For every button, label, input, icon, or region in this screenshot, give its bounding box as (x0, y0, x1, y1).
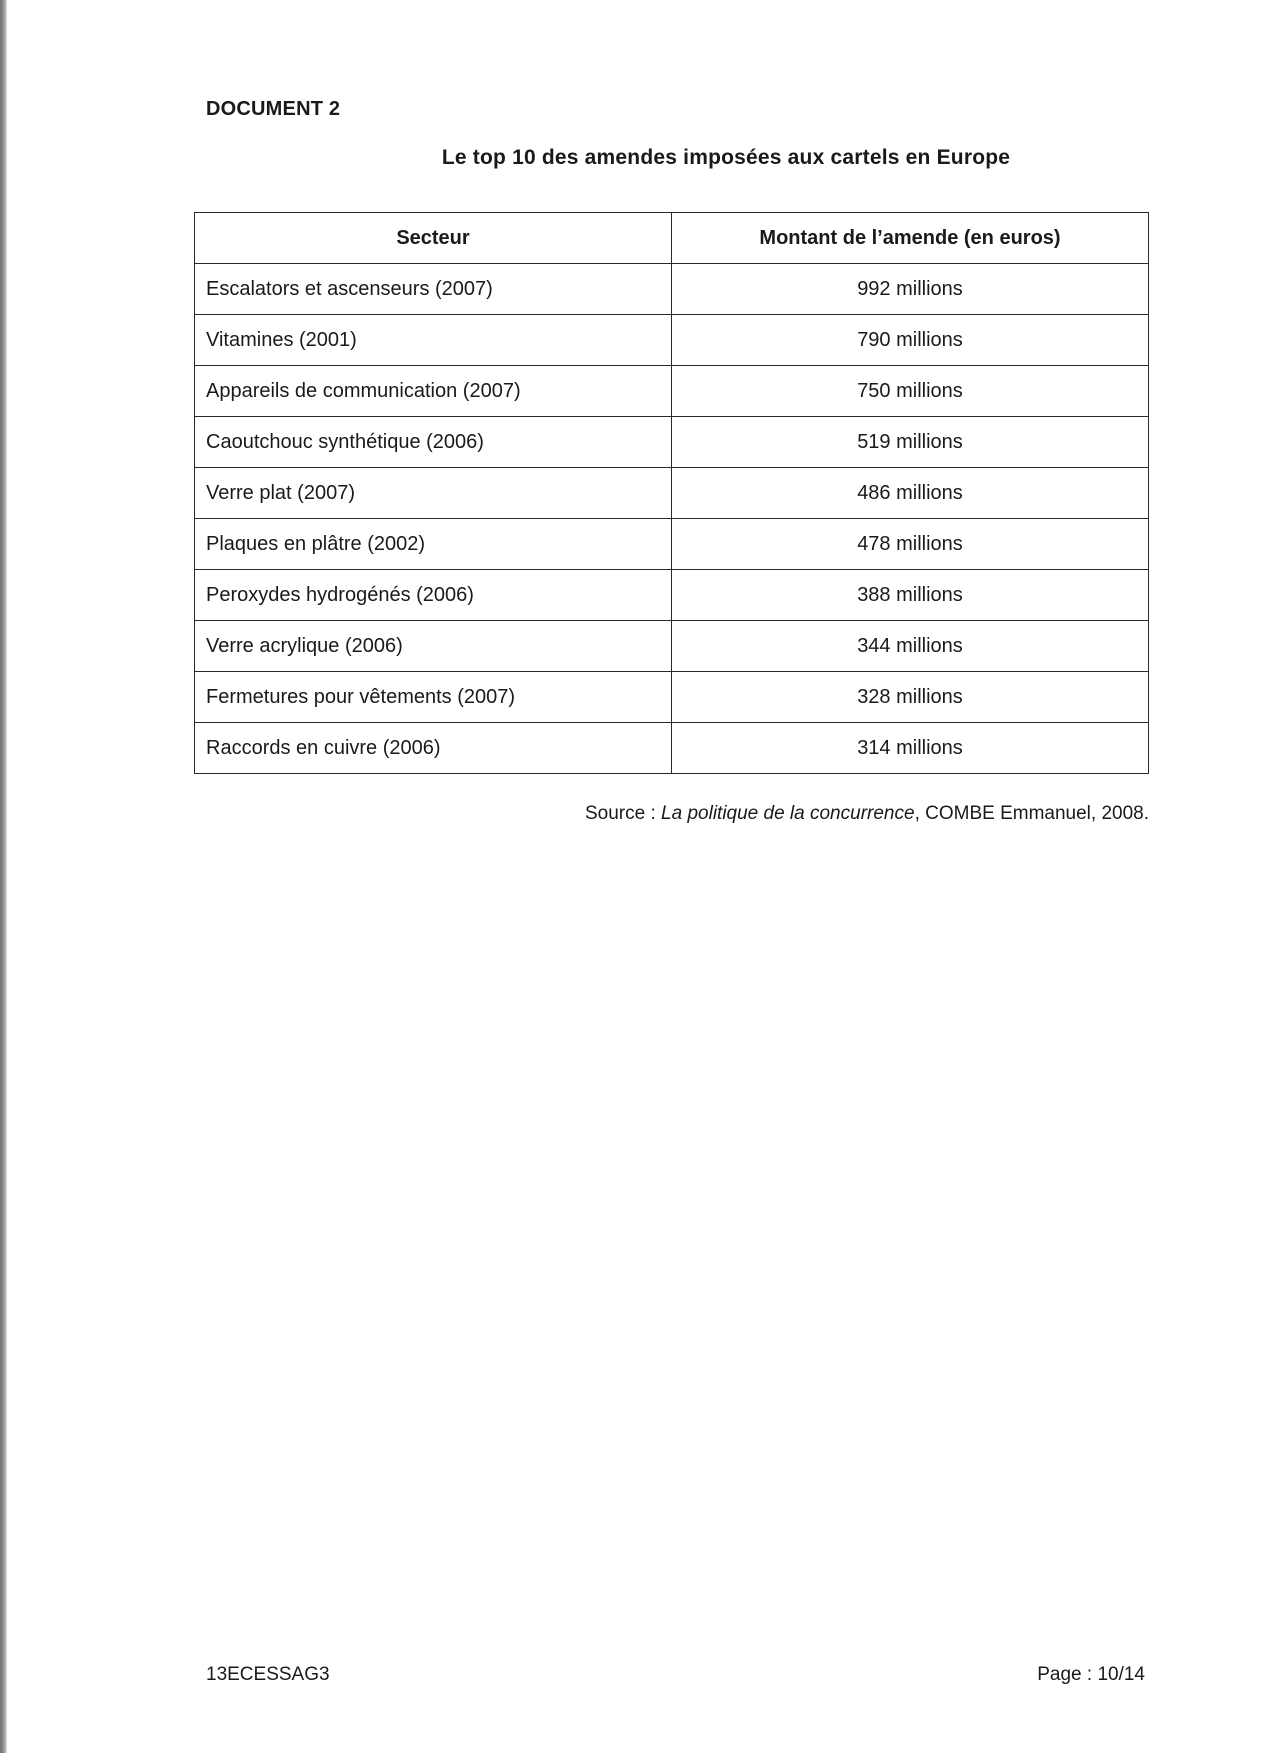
source-work-title: La politique de la concurrence (661, 803, 915, 824)
scan-edge (0, 0, 7, 1753)
cell-amount: 478 millions (672, 519, 1149, 570)
footer-exam-code: 13ECESSAG3 (206, 1664, 330, 1685)
table-row (195, 570, 1149, 621)
cell-amount: 519 millions (672, 417, 1149, 468)
table-row (195, 672, 1149, 723)
header-amount: Montant de l’amende (en euros) (672, 213, 1149, 264)
cell-sector: Fermetures pour vêtements (2007) (195, 672, 672, 723)
header-sector: Secteur (195, 213, 672, 264)
cell-amount: 328 millions (672, 672, 1149, 723)
footer-page-number: Page : 10/14 (1037, 1664, 1145, 1685)
table-header-row (195, 213, 1149, 264)
cell-sector: Verre plat (2007) (195, 468, 672, 519)
cell-amount: 388 millions (672, 570, 1149, 621)
cell-amount: 790 millions (672, 315, 1149, 366)
document-title: Le top 10 des amendes imposées aux cartels en Europe (441, 146, 1011, 169)
table-row (195, 264, 1149, 315)
source-prefix: Source : (585, 803, 662, 824)
cell-sector: Caoutchouc synthétique (2006) (195, 417, 672, 468)
cell-amount: 314 millions (672, 723, 1149, 774)
cell-sector: Raccords en cuivre (2006) (195, 723, 672, 774)
table-row (195, 723, 1149, 774)
document-label: DOCUMENT 2 (206, 98, 341, 120)
table-row (195, 468, 1149, 519)
cell-amount: 486 millions (672, 468, 1149, 519)
source-suffix: , COMBE Emmanuel, 2008. (914, 803, 1149, 824)
table-row (195, 366, 1149, 417)
cell-sector: Peroxydes hydrogénés (2006) (195, 570, 672, 621)
cell-amount: 344 millions (672, 621, 1149, 672)
source-citation (194, 803, 1149, 825)
fines-table (194, 212, 1149, 774)
table-row (195, 519, 1149, 570)
cell-sector: Verre acrylique (2006) (195, 621, 672, 672)
cell-sector: Vitamines (2001) (195, 315, 672, 366)
cell-sector: Plaques en plâtre (2002) (195, 519, 672, 570)
cell-amount: 992 millions (672, 264, 1149, 315)
table-row (195, 417, 1149, 468)
cell-amount: 750 millions (672, 366, 1149, 417)
cell-sector: Escalators et ascenseurs (2007) (195, 264, 672, 315)
table-row (195, 315, 1149, 366)
cell-sector: Appareils de communication (2007) (195, 366, 672, 417)
table-row (195, 621, 1149, 672)
